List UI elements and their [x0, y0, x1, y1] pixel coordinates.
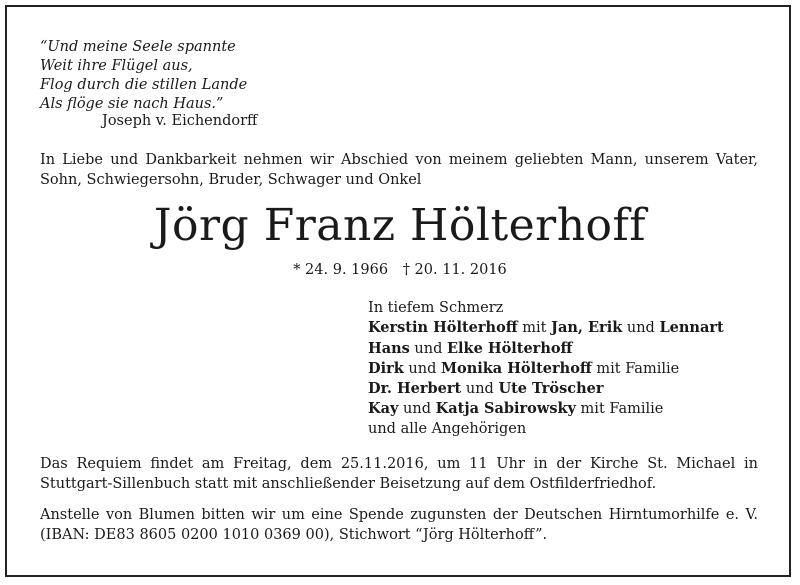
- poem-line: Weit ihre Flügel aus,: [40, 58, 193, 74]
- mourner-name: Elke Hölterhoff: [447, 339, 573, 357]
- poem-author: Joseph v. Eichendorff: [102, 113, 258, 129]
- connector: und: [622, 320, 660, 337]
- death-date: † 20. 11. 2016: [402, 262, 507, 278]
- mourners-heading: In tiefem Schmerz: [368, 300, 504, 316]
- mourner-line: [368, 359, 724, 379]
- poem-line: Flog durch die stillen Lande: [40, 77, 248, 93]
- requiem-text: Das Requiem findet am Freitag, dem 25.11.2016, um 11 Uhr in der Kirche St. Michael in Stuttgart-Sillenbuch statt mit anschließender Beisetzung auf dem Ostfilderfriedhof.: [40, 456, 758, 492]
- connector: mit: [517, 320, 552, 337]
- mourners-closing: und alle Angehörigen: [368, 420, 527, 437]
- mourner-name: Kerstin Hölterhoff: [368, 319, 518, 337]
- intro-text: In Liebe und Dankbarkeit nehmen wir Abschied von meinem geliebten Mann, unserem Vater, Sohn, Schwiegersohn, Bruder, Schwager und Onkel: [40, 152, 758, 188]
- poem-line: “Und meine Seele spannte: [40, 39, 236, 55]
- mourner-line: [368, 339, 724, 359]
- mourners-list: [368, 299, 724, 439]
- mourner-name: Katja Sabirowsky: [435, 400, 576, 418]
- mourner-name: Hans: [368, 339, 410, 357]
- connector: und: [398, 401, 436, 418]
- mourner-name: Ute Tröscher: [498, 380, 604, 398]
- mourner-name: Kay: [368, 400, 399, 418]
- life-dates: [0, 262, 800, 278]
- mourner-name: Dr. Herbert: [368, 380, 462, 398]
- mourner-line: [368, 399, 724, 419]
- poem-line: Als flöge sie nach Haus.”: [40, 96, 224, 112]
- mourner-line: [368, 379, 724, 399]
- connector: und: [403, 360, 441, 377]
- connector: und: [461, 381, 499, 398]
- connector: mit Familie: [575, 401, 664, 418]
- poem: [40, 38, 247, 114]
- deceased-name: Jörg Franz Hölterhoff: [153, 200, 647, 251]
- connector: und: [409, 340, 447, 357]
- mourner-line: [368, 318, 724, 338]
- mourner-name: Jan, Erik: [551, 319, 623, 337]
- mourner-name: Lennart: [659, 319, 724, 337]
- donation-text: Anstelle von Blumen bitten wir um eine Spende zugunsten der Deutschen Hirntumorhilfe e. V. (IBAN: DE83 8605 0200 1010 0369 00), Stichwort “Jörg Hölterhoff”.: [40, 507, 758, 543]
- mourner-name: Dirk: [368, 359, 404, 377]
- mourner-name: Monika Hölterhoff: [440, 359, 592, 377]
- connector: mit Familie: [591, 360, 680, 377]
- birth-date: * 24. 9. 1966: [293, 262, 389, 278]
